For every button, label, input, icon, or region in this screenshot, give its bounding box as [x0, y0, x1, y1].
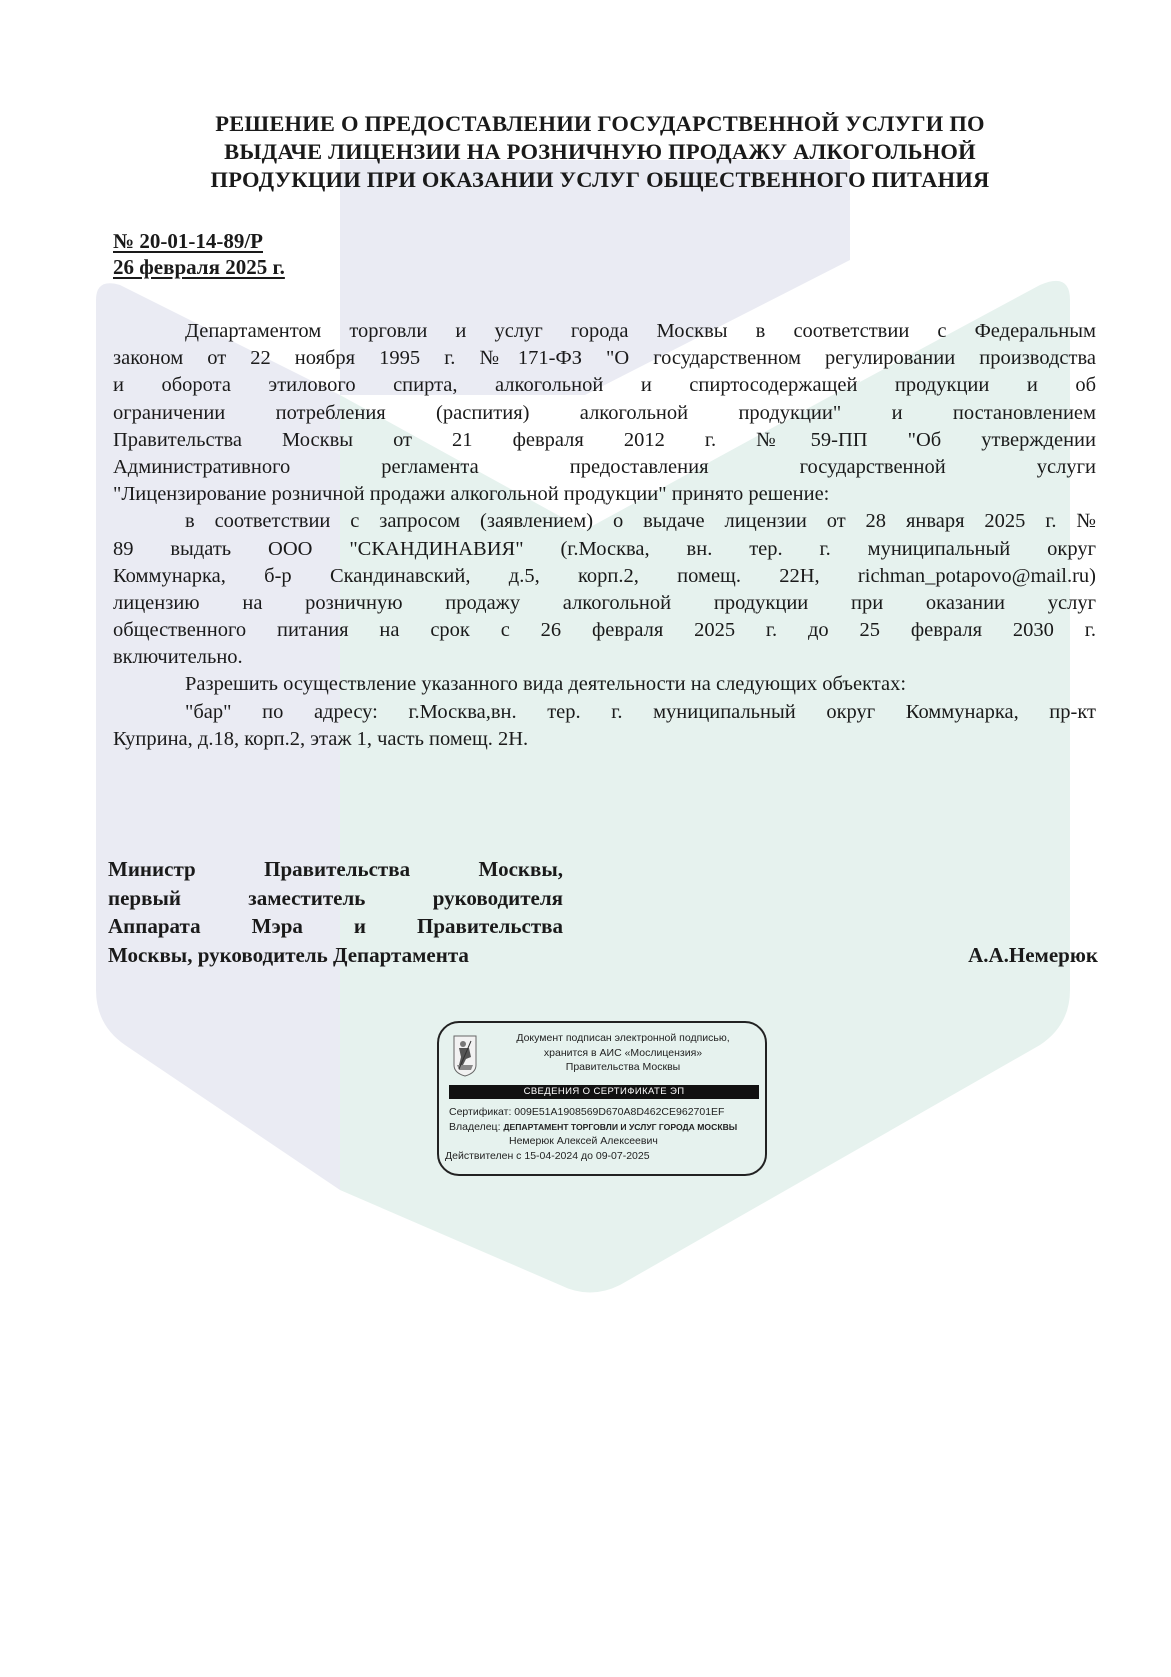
certificate-details [445, 1105, 767, 1163]
stamp-header-line: Документ подписан электронной подписью, [516, 1032, 730, 1044]
owner-person: Немерюк Алексей Алексеевич [509, 1135, 658, 1147]
certificate-label: Сертификат: [449, 1106, 515, 1118]
owner-value: ДЕПАРТАМЕНТ ТОРГОВЛИ И УСЛУГ ГОРОДА МОСКВЫ [503, 1121, 738, 1132]
signatory-title [108, 855, 563, 969]
body-line: в соответствии с запросом (заявлением) о выдаче лицензии от 28 января 2025 г. № [185, 510, 1096, 533]
certificate-row [449, 1105, 767, 1120]
electronic-signature-stamp [437, 1021, 767, 1176]
signature-line: Министр Правительства Москвы, [108, 857, 563, 881]
document-date: 26 февраля 2025 г. [113, 255, 285, 279]
body-line: 89 выдать ООО "СКАНДИНАВИЯ" (г.Москва, вн. тер. г. муниципальный округ [113, 537, 1096, 560]
stamp-header-line: хранится в АИС «Мослицензия» [543, 1046, 703, 1059]
signature-line: Москвы, руководитель Департамента [108, 942, 469, 967]
signature-line: Аппарата Мэра и Правительства [108, 914, 563, 938]
signature-line: первый заместитель руководителя [108, 885, 563, 910]
certificate-info-bar: СВЕДЕНИЯ О СЕРТИФИКАТЕ ЭП [449, 1085, 759, 1099]
body-line: Административного регламента предоставления государственной услуги [113, 455, 1096, 478]
body-line: общественного питания на срок с 26 февраля 2025 г. до 25 февраля 2030 г. [113, 619, 1096, 642]
certificate-value: 009E51A1908569D670A8D462CE962701EF [514, 1106, 725, 1118]
signer-name: А.А.Немерюк [968, 943, 1098, 967]
title-line: РЕШЕНИЕ О ПРЕДОСТАВЛЕНИИ ГОСУДАРСТВЕННОЙ УСЛУГИ ПО [215, 111, 985, 136]
body-line: Разрешить осуществление указанного вида деятельности на следующих объектах: [185, 673, 907, 696]
owner-label: Владелец: [449, 1120, 504, 1133]
body-line: "Лицензирование розничной продажи алкогольной продукции" принято решение: [113, 483, 830, 506]
body-line: и оборота этилового спирта, алкогольной и спиртосодержащей продукции и об [113, 374, 1096, 397]
title-line: ПРОДУКЦИИ ПРИ ОКАЗАНИИ УСЛУГ ОБЩЕСТВЕННОГО ПИТАНИЯ [210, 167, 990, 192]
body-line: "бар" по адресу: г.Москва,вн. тер. г. муниципальный округ Коммунарка, пр-кт [185, 700, 1096, 723]
body-line: Куприна, д.18, корп.2, этаж 1, часть помещ. 2Н. [113, 727, 529, 750]
body-line: Правительства Москвы от 21 февраля 2012 г. №59-ПП "Об утверждении [113, 428, 1096, 451]
document-body [113, 318, 1096, 753]
validity-period: Действителен с 15-04-2024 до 09-07-2025 [445, 1149, 650, 1162]
stamp-header [483, 1031, 763, 1075]
document-title [150, 110, 1050, 194]
body-line: включительно. [113, 646, 243, 669]
title-line: ВЫДАЧЕ ЛИЦЕНЗИИ НА РОЗНИЧНУЮ ПРОДАЖУ АЛКОГОЛЬНОЙ [224, 139, 976, 164]
owner-row [449, 1120, 767, 1135]
body-line: Коммунарка, б-р Скандинавский, д.5, корп.2, помещ. 22Н, richman_potapovo@mail.ru) [113, 564, 1096, 587]
body-line: лицензию на розничную продажу алкогольной продукции при оказании услуг [113, 591, 1096, 614]
body-line: Департаментом торговли и услуг города Москвы в соответствии с Федеральным [185, 320, 1096, 342]
moscow-coat-of-arms-icon [453, 1035, 477, 1077]
document-number: № 20-01-14-89/Р [113, 229, 263, 253]
document-meta [113, 228, 285, 280]
body-line: законом от 22 ноября 1995 г. №171-ФЗ "О государственном регулировании производства [113, 347, 1096, 370]
body-line: ограничении потребления (распития) алкогольной продукции" и постановлением [113, 401, 1096, 424]
stamp-header-line: Правительства Москвы [565, 1061, 681, 1073]
